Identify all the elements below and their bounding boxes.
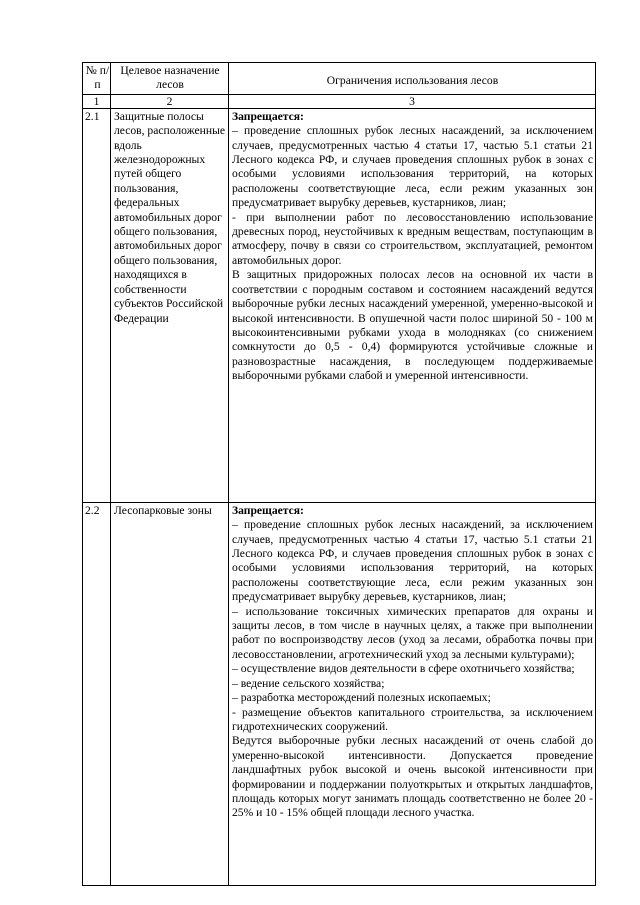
restriction-paragraph: - размещение объектов капитального строительства, за исключением гидротехнических сооружений. — [232, 705, 593, 733]
row-number: 2.2 — [83, 502, 111, 885]
column-number: 1 — [83, 94, 111, 108]
header-purpose: Целевое назначение лесов — [111, 63, 229, 95]
row-number: 2.1 — [83, 108, 111, 502]
header-restrictions: Ограничения использования лесов — [229, 63, 596, 95]
restriction-paragraph: Ведутся выборочные рубки лесных насаждений от очень слабой до умеренно-высокой интенсивности. Допускается проведение ландшафтных рубок высокой и очень высокой интенсивности при формировании и поддержании полуоткрытых и открытых ландшафтов, площадь которых могут занимать площадь соответственно не более 20 - 25% и 10 - 15% общей площади лесного участка. — [232, 734, 593, 820]
restriction-paragraph: – использование токсичных химических препаратов для охраны и защиты лесов, в том числе в научных целях, а также при выполнении работ по воспроизводству лесов (уход за лесами, обработка почвы при лесовосстановлении, агротехнический уход за лесными культурами); — [232, 604, 593, 661]
column-numbering-row — [83, 94, 596, 108]
restriction-title: Запрещается: — [232, 109, 304, 123]
restriction-paragraph: – проведение сплошных рубок лесных насаждений, за исключением случаев, предусмотренных частью 4 статьи 17, частью 5.1 статьи 21 Лесного кодекса РФ, и случаев проведения сплошных рубок в зонах с особыми условиями использования территорий, на которых расположены соответствующие леса, если режим указанных зон предусматривает вырубку деревьев, кустарников, лиан; — [232, 124, 593, 210]
restriction-paragraph: – осуществление видов деятельности в сфере охотничьего хозяйства; — [232, 662, 575, 676]
restriction-paragraph: - при выполнении работ по лесовосстановлению использование древесных пород, неустойчивых к вредным веществам, поступающим в атмосферу, почву в связи со строительством, эксплуатацией, ремонтом автомобильных дорог. — [232, 210, 593, 267]
header-number: № п/п — [83, 63, 111, 95]
column-number: 2 — [111, 94, 229, 108]
restriction-paragraph: В защитных придорожных полосах лесов на основной их части в соответствии с породным составом и состоянием насаждений ведутся выборочные рубки лесных насаждений умеренной, умеренно-высокой и высокой интенсивности. В опушечной части полос шириной 50 - 100 м высокоинтенсивными рубками ухода в молодняках (со снижением сомкнутости до 0,5 - 0,4) формируются устойчивые сложные и разновозрастные насаждения, в последующем поддерживаемые выборочными рубками слабой и умеренной интенсивности. — [232, 268, 593, 383]
row-restrictions — [229, 502, 596, 885]
table-row — [83, 502, 596, 885]
row-purpose: Лесопарковые зоны — [111, 502, 229, 885]
row-restrictions — [229, 108, 596, 502]
forest-restrictions-table — [82, 62, 596, 886]
table-row — [83, 108, 596, 502]
restriction-paragraph: – проведение сплошных рубок лесных насаждений, за исключением случаев, предусмотренных частью 4 статьи 17, частью 5.1 статьи 21 Лесного кодекса РФ, и случаев проведения сплошных рубок в зонах с особыми условиями использования территорий, на которых расположены соответствующие леса, если режим указанных зон предусматривает вырубку деревьев, кустарников, лиан; — [232, 518, 593, 604]
column-number: 3 — [229, 94, 596, 108]
restriction-title: Запрещается: — [232, 503, 304, 517]
row-purpose: Защитные полосы лесов, расположенные вдоль железнодорожных путей общего пользования, федеральных автомобильных дорог общего пользования, автомобильных дорог общего пользования, находящихся в собственности субъектов Российской Федерации — [111, 108, 229, 502]
restriction-paragraph: – ведение сельского хозяйства; — [232, 676, 385, 690]
restriction-paragraph: – разработка месторождений полезных ископаемых; — [232, 691, 491, 705]
header-row — [83, 63, 596, 95]
